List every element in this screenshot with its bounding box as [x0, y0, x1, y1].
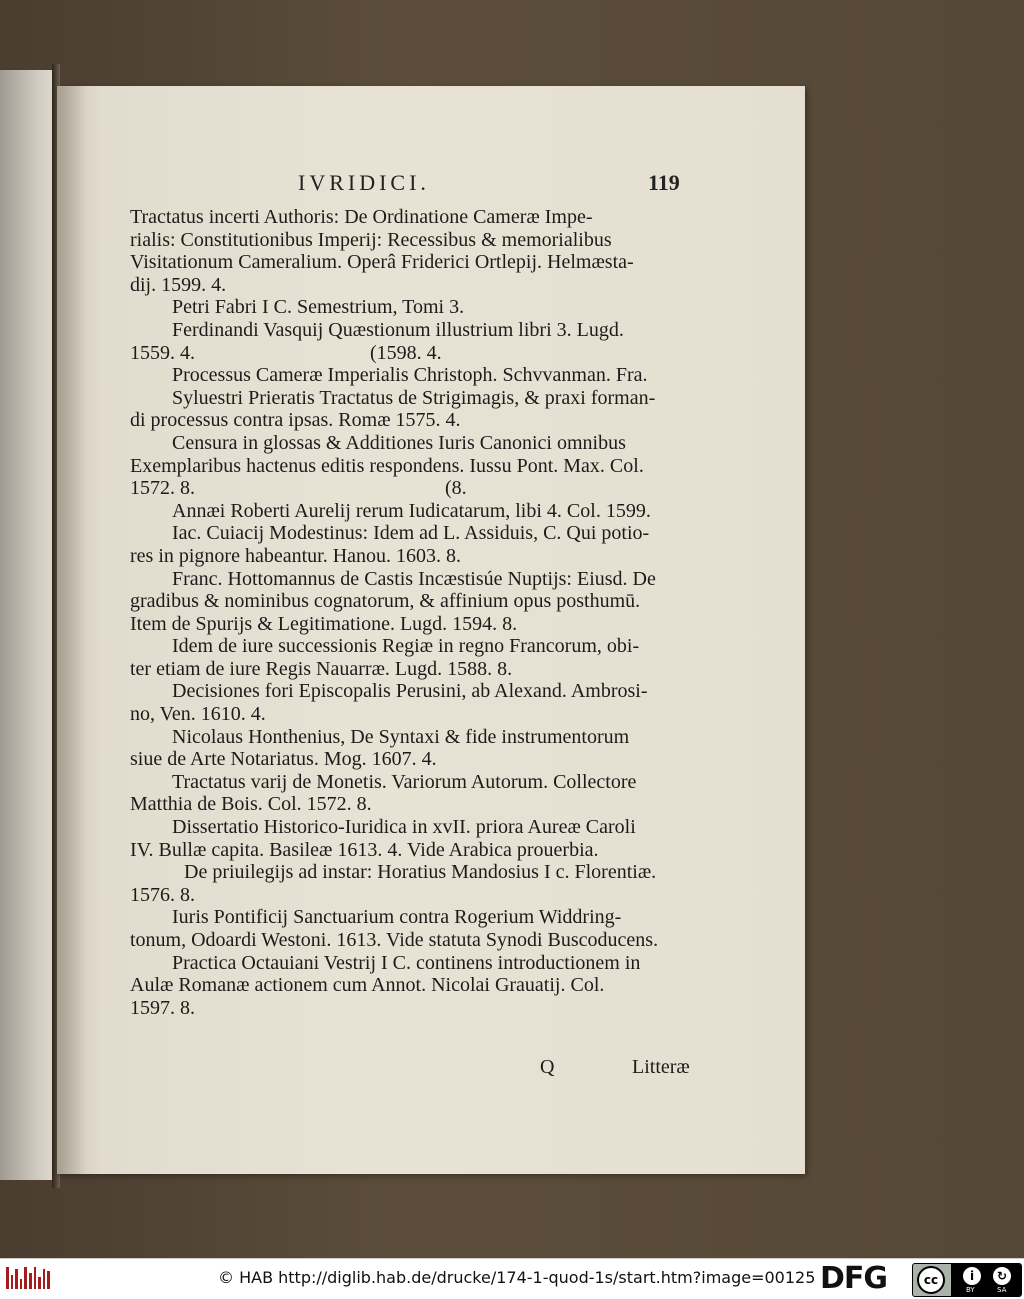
text-line: Matthia de Bois. Col. 1572. 8. [130, 793, 372, 816]
previous-page-edge [0, 70, 54, 1180]
text-line: Petri Fabri I C. Semestrium, Tomi 3. [172, 296, 465, 319]
license-panel [951, 1264, 1021, 1296]
text-line: res in pignore habeantur. Hanou. 1603. 8. [130, 544, 462, 567]
text-line: Tractatus incerti Authoris: De Ordinatione Cameræ Impe- [130, 206, 593, 228]
text-line: Idem de iure successionis Regiæ in regno Francorum, obi- [172, 635, 640, 658]
text-line: Dissertatio Historico-Iuridica in xvII. priora Aureæ Caroli [172, 816, 636, 839]
text-line: Nicolaus Honthenius, De Syntaxi & fide instrumentorum [172, 725, 630, 748]
text-line: Franc. Hottomannus de Castis Incæstisúe Nuptijs: Eiusd. De [172, 567, 656, 590]
page-footer-marks [0, 1056, 1024, 1086]
text-line: rialis: Constitutionibus Imperij: Recessibus & memorialibus [130, 228, 612, 251]
signature-mark: Q [540, 1056, 555, 1078]
text-line: Processus Cameræ Imperialis Christoph. Schvvanman. Fra. [172, 364, 648, 387]
running-title: IVRIDICI. [298, 170, 430, 195]
catchword: Litteræ [632, 1056, 690, 1078]
text-line: Syluestri Prieratis Tractatus de Strigimagis, & praxi forman- [172, 386, 656, 409]
text-line: Aulæ Romanæ actionem cum Annot. Nicolai Grauatij. Col. [130, 974, 605, 997]
hab-logo-icon[interactable] [6, 1267, 50, 1289]
text-line: 1597. 8. [130, 996, 195, 1019]
text-line: Annæi Roberti Aurelij rerum Iudicatarum, libi 4. Col. 1599. [172, 499, 651, 522]
text-line: siue de Arte Notariatus. Mog. 1607. 4. [130, 748, 437, 771]
text-line: IV. Bullæ capita. Basileæ 1613. 4. Vide Arabica prouerbia. [130, 838, 599, 861]
cc-icon: cc [917, 1266, 945, 1294]
text-line: Iuris Pontificij Sanctuarium contra Rogerium Widdring- [172, 906, 622, 929]
dfg-logo[interactable]: DFG [820, 1261, 888, 1296]
text-line: gradibus & nominibus cognatorum, & affinium opus posthumū. [130, 590, 641, 613]
page-shadow [57, 86, 87, 1174]
text-line: dij. 1599. 4. [130, 273, 227, 296]
text-line: Decisiones fori Episcopalis Perusini, ab Alexand. Ambrosi- [172, 680, 648, 703]
copyright-url[interactable]: © HAB http://diglib.hab.de/drucke/174-1-quod-1s/start.htm?image=00125 [218, 1268, 816, 1287]
text-line: Iac. Cuiacij Modestinus: Idem ad L. Assiduis, C. Qui potio- [172, 522, 650, 545]
attribution-icon: i [963, 1267, 981, 1285]
text-line: 1559. 4. (1598. 4. [130, 341, 442, 364]
by-label: BY [966, 1286, 975, 1294]
sa-label: SA [997, 1286, 1007, 1294]
text-line: 1576. 8. [130, 883, 195, 906]
text-line: Practica Octauiani Vestrij I C. continens introductionem in [172, 951, 641, 974]
text-line: Censura in glossas & Additiones Iuris Canonici omnibus [172, 431, 626, 454]
text-line: Ferdinandi Vasquij Quæstionum illustrium libri 3. Lugd. [172, 318, 624, 341]
viewer-footer [0, 1258, 1024, 1299]
text-line: no, Ven. 1610. 4. [130, 703, 266, 726]
running-head [0, 170, 1024, 200]
text-line: Tractatus varij de Monetis. Variorum Autorum. Collectore [172, 770, 637, 793]
share-alike-icon: ↻ [993, 1267, 1011, 1285]
page-number: 119 [648, 170, 680, 195]
text-line: Item de Spurijs & Legitimatione. Lugd. 1594. 8. [130, 612, 518, 635]
text-line: tonum, Odoardi Westoni. 1613. Vide statuta Synodi Buscoducens. [130, 929, 659, 951]
text-line: Visitationum Cameralium. Operâ Friderici Ortlepij. Helmæsta- [130, 251, 634, 274]
text-line: ter etiam de iure Regis Nauarræ. Lugd. 1588. 8. [130, 657, 513, 680]
text-line: De priuilegijs ad instar: Horatius Mandosius I c. Florentiæ. [184, 861, 657, 884]
text-line: Exemplaribus hactenus editis respondens. Iussu Pont. Max. Col. [130, 454, 644, 477]
page-text [130, 206, 695, 1019]
text-line: di processus contra ipsas. Romæ 1575. 4. [130, 409, 461, 432]
text-line: 1572. 8. (8. [130, 477, 467, 500]
cc-license-badge[interactable] [912, 1263, 1022, 1297]
